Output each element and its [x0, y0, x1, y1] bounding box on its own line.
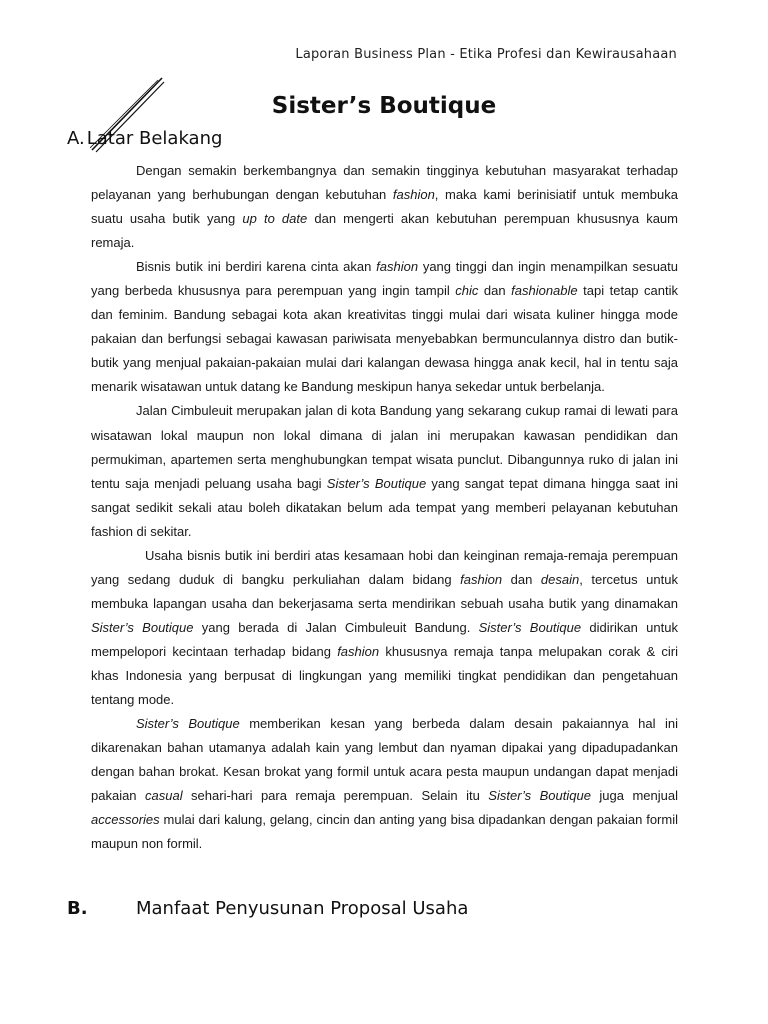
text-run: didirikan untuk mempelopori kecintaan terhadap bidang [91, 619, 678, 659]
italic-run: Sister’s Boutique [488, 788, 591, 804]
text-run: khususnya remaja tanpa melupakan corak & ciri khas Indonesia yang berpusat di lingkungan yang memiliki tingkat pendidikan dan pengetahuan tentang mode. [91, 643, 678, 708]
document-title: Sister’s Boutique [271, 93, 497, 119]
italic-run: casual [145, 788, 183, 804]
text-run: , maka kami berinisiatif untuk membuka suatu usaha butik yang [91, 187, 679, 227]
italic-run: fashionable [511, 283, 578, 299]
italic-run: Sister’s Boutique [136, 716, 240, 732]
section-b-title: Manfaat Penyusunan Proposal Usaha [136, 898, 469, 919]
paragraph [91, 159, 678, 255]
italic-run: Sister’s Boutique [478, 619, 582, 635]
italic-run: Sister’s Boutique [91, 619, 194, 635]
text-run: sehari-hari para remaja perempuan. Selain itu [182, 788, 489, 804]
text-run: Jalan Cimbuleuit merupakan jalan di kota Bandung yang sekarang cukup ramai di lewati para wisatawan lokal maupun non lokal dimana di jalan ini merupakan kawasan pendidikan dan permukiman, apartemen serta menghubungkan tempat wisata punclut. Dibangunnya ruko di jalan ini tentu saja menjadi peluang usaha bagi [91, 403, 678, 491]
paragraph [91, 544, 678, 712]
italic-run: fashion [376, 259, 419, 275]
paragraph [91, 255, 678, 399]
text-run: dan [478, 283, 512, 299]
italic-run: desain [540, 571, 580, 587]
body-text [91, 159, 678, 856]
italic-run: fashion [460, 571, 503, 587]
text-run: memberikan kesan yang berbeda dalam desain pakaiannya hal ini dikarenakan bahan utamanya adalah kain yang lembut dan nyaman dipakai yang dipadupadankan dengan bahan brokat. Kesan brokat yang formil untuk acara pesta maupun undangan dapat menjadi pakaian [91, 716, 678, 804]
section-b-letter: B. [67, 898, 88, 919]
text-run: , tercetus untuk membuka lapangan usaha dan bekerjasama serta mendirikan sebuah usaha butik yang dinamakan [91, 571, 678, 611]
text-run: yang sangat tepat dimana hingga saat ini sangat sedikit sekali atau boleh dikatakan belum ada tempat yang memberi pelayanan kebutuhan fashion di sekitar. [91, 475, 678, 539]
text-run: mulai dari kalung, gelang, cincin dan anting yang bisa dipadankan dengan pakaian formil maupun non formil. [91, 812, 678, 852]
paragraph [91, 712, 678, 856]
section-a-title: Latar Belakang [86, 128, 223, 149]
text-run: dan mengerti akan kebutuhan perempuan khususnya kaum remaja. [91, 211, 678, 251]
text-run: dan [502, 571, 541, 587]
section-b-heading [67, 898, 687, 919]
running-header: Laporan Business Plan - Etika Profesi dan Kewirausahaan [295, 47, 677, 62]
text-run: Bisnis butik ini berdiri karena cinta akan [136, 259, 377, 275]
italic-run: up to date [242, 211, 308, 227]
text-run: Usaha bisnis butik ini berdiri atas kesamaan hobi dan keinginan remaja-remaja perempuan yang sedang duduk di bangku perkuliahan dalam bidang [91, 547, 678, 587]
italic-run: Sister’s Boutique [326, 475, 427, 491]
text-run: Dengan semakin berkembangnya dan semakin tingginya kebutuhan masyarakat terhadap pelayanan yang berhubungan dengan kebutuhan [91, 163, 678, 203]
italic-run: fashion [337, 643, 380, 659]
text-run: yang tinggi dan ingin menampilkan sesuatu yang berbeda khususnya para perempuan yang ingin tampil [91, 259, 678, 299]
italic-run: accessories [91, 812, 160, 828]
text-run: tapi tetap cantik dan feminim. Bandung sebagai kota akan kreativitas tinggi mulai dari wisata kuliner hingga mode pakaian dan berfungsi sebagai kawasan pariwisata menyebabkan bermunculannya distro dan butik-butik yang menjual pakaian-pakaian mulai dari kalangan dewasa hingga anak kecil, hal in tentu saja menarik wisatawan untuk datang ke Bandung meskipun hanya sekedar untuk berbelanja. [91, 283, 678, 395]
italic-run: chic [455, 283, 479, 299]
text-run: juga menjual [590, 788, 678, 804]
paragraph [91, 399, 678, 543]
italic-run: fashion [392, 187, 435, 203]
text-run: yang berada di Jalan Cimbuleuit Bandung. [193, 619, 479, 635]
section-a-letter: A. [67, 128, 85, 149]
section-a-heading [67, 128, 222, 149]
